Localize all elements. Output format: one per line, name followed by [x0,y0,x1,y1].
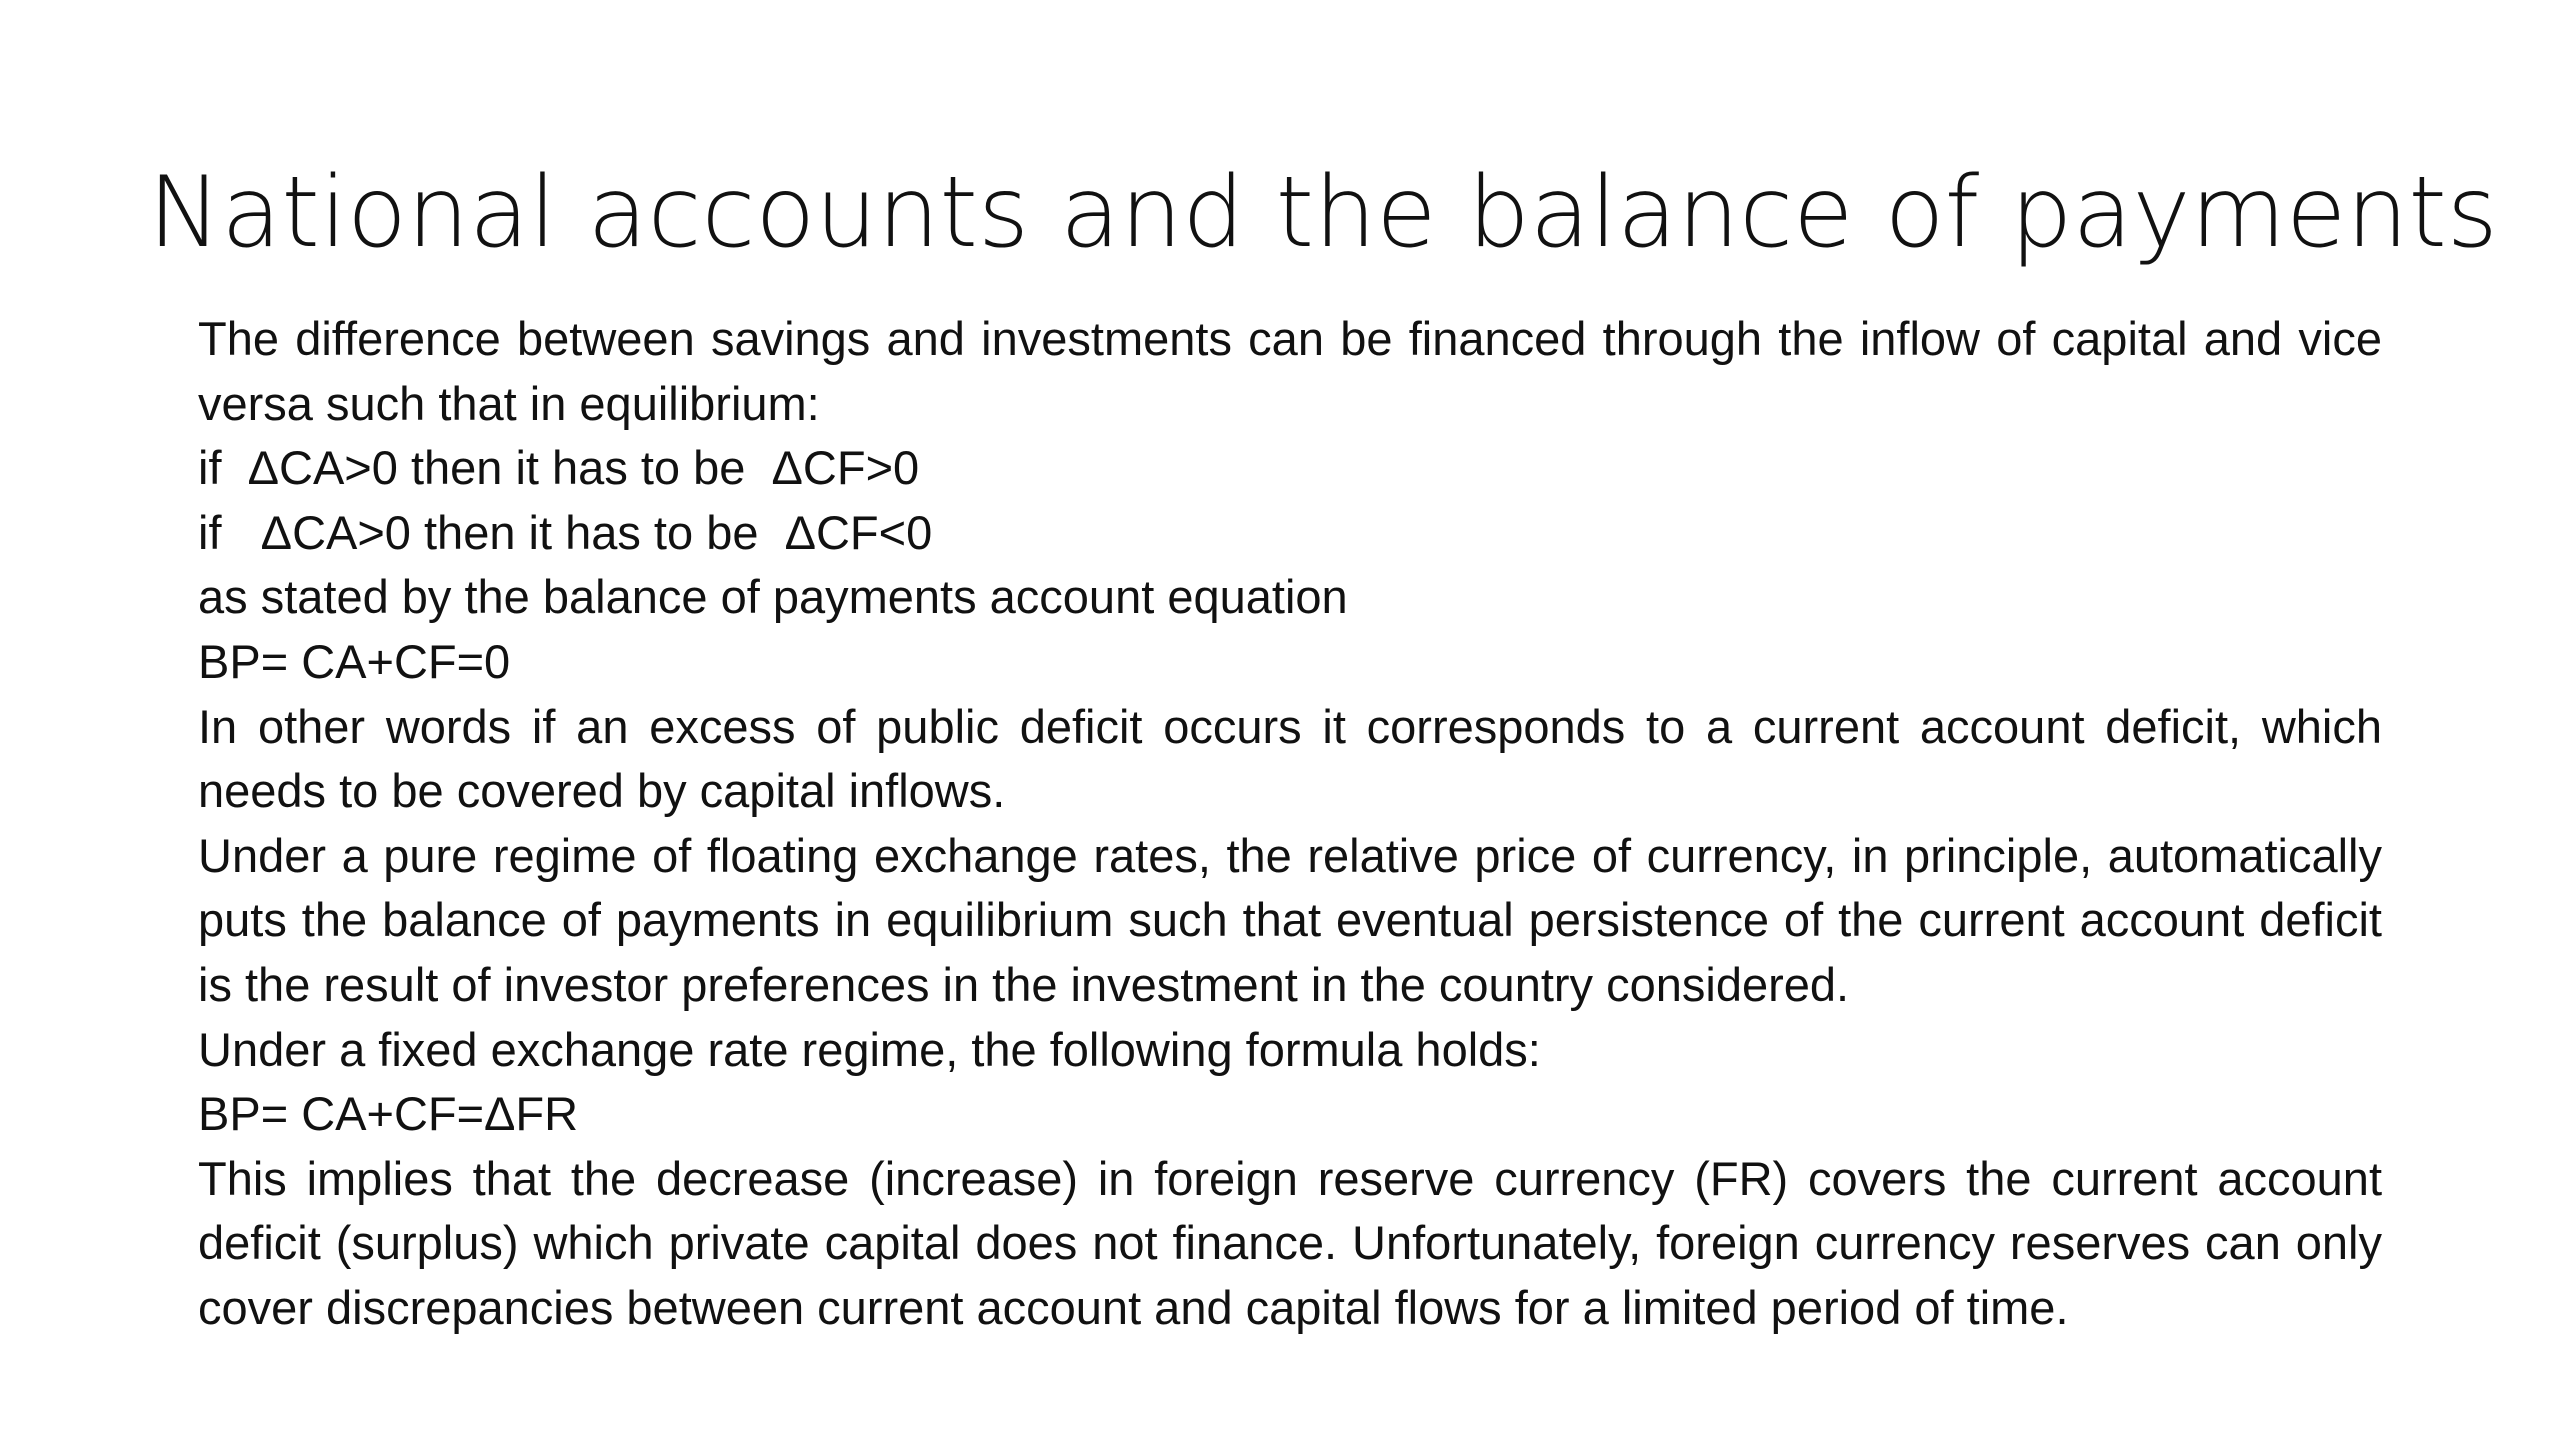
paragraph-foreign-reserves: This implies that the decrease (increase) in foreign reserve currency (FR) covers the current account deficit (surplus) which private capital does not finance. Unfortunately, foreign currency reserves can only cover discrepancies between current account and capital flows for a limited period of time. [198,1151,2382,1334]
paragraph-fixed-regime-intro: Under a fixed exchange rate regime, the following formula holds: [198,1022,1541,1076]
slide-body [198,307,2382,1341]
paragraph-savings-investments: The difference between savings and investments can be financed through the inflow of capital and vice versa such that in equilibrium: [198,312,2382,430]
paragraph-public-deficit: In other words if an excess of public deficit occurs it corresponds to a current account deficit, which needs to be covered by capital inflows. [198,699,2382,818]
condition-line-2: if ΔCA>0 then it has to be ΔCF<0 [198,505,933,559]
slide-title: National accounts and the balance of payments [148,156,2498,270]
equation-bp-zero: BP= CA+CF=0 [198,634,511,688]
condition-line-1: if ΔCA>0 then it has to be ΔCF>0 [198,441,920,495]
equation-bp-delta-fr: BP= CA+CF=ΔFR [198,1087,579,1141]
paragraph-bp-equation-intro: as stated by the balance of payments account equation [198,570,1348,624]
paragraph-floating-regime: Under a pure regime of floating exchange rates, the relative price of currency, in principle, automatically puts the balance of payments in equilibrium such that eventual persistence of the current account deficit is the result of investor preferences in the investment in the country considered. [198,828,2382,1011]
